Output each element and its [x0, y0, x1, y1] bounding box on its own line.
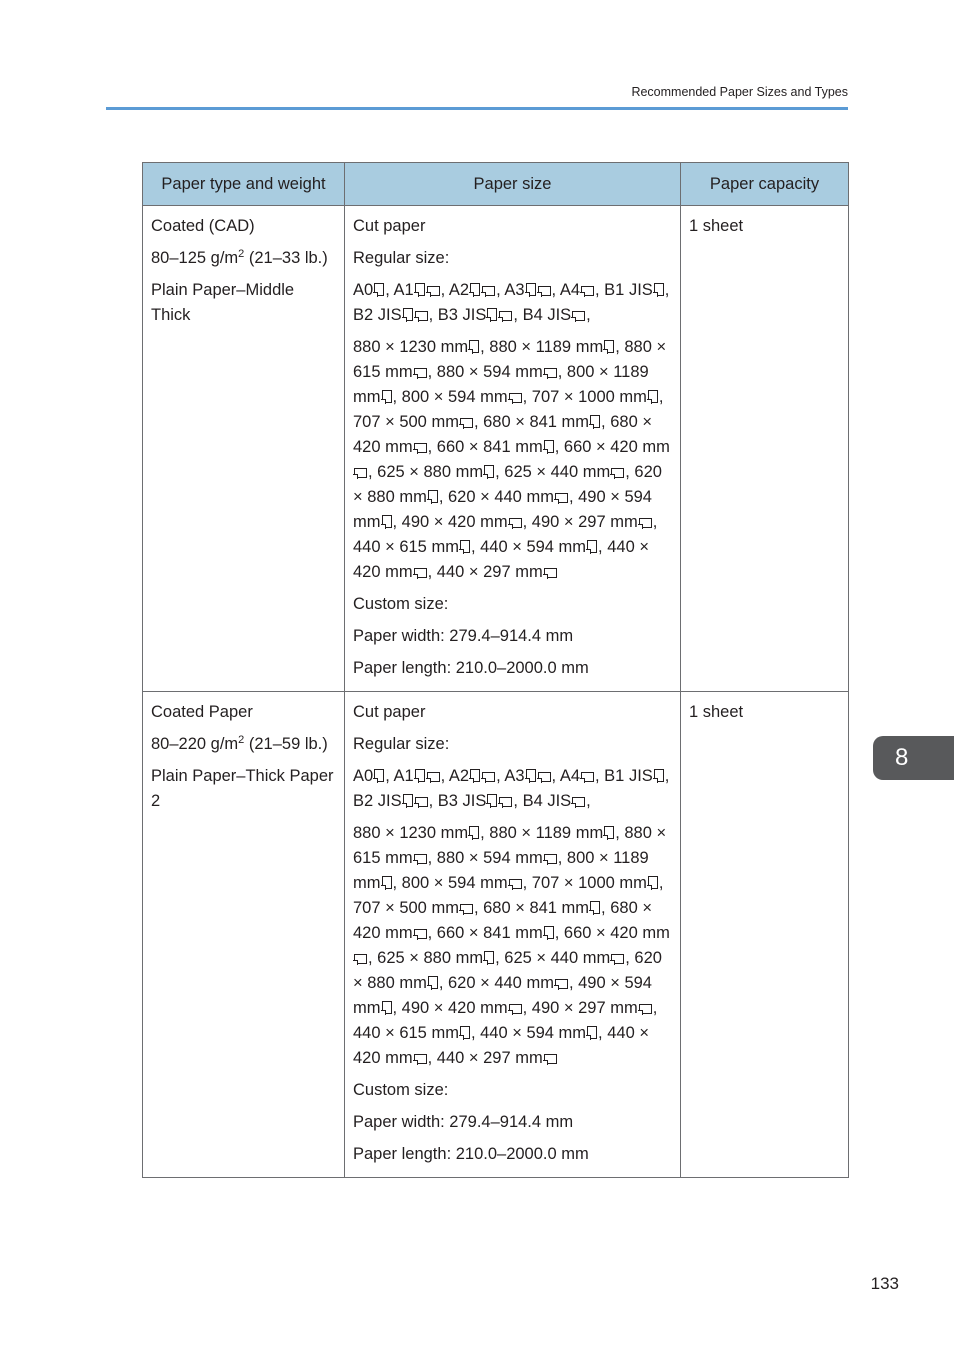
size-label: 440 × 297 mm — [436, 1049, 543, 1067]
size-label: A0 — [353, 281, 374, 299]
custom-size-label: Custom size: — [353, 1081, 449, 1099]
size-kind: Cut paper — [353, 703, 426, 721]
paper-capacity: 1 sheet — [689, 703, 744, 721]
size-label: B1 JIS — [604, 281, 653, 299]
column-header: Paper capacity — [681, 163, 849, 206]
portrait-orientation-icon — [469, 826, 479, 839]
size-label: 800 × 1189 mm — [353, 849, 649, 892]
landscape-orientation-icon — [415, 311, 428, 321]
page-number: 133 — [870, 1274, 899, 1293]
landscape-orientation-icon — [555, 979, 568, 989]
portrait-orientation-icon — [484, 465, 494, 478]
column-header: Paper type and weight — [143, 163, 345, 206]
portrait-orientation-icon — [484, 951, 494, 964]
portrait-orientation-icon — [648, 876, 658, 889]
size-label: 440 × 297 mm — [436, 563, 543, 581]
standard-sizes: A0 , A1 , A2 , A3 , A4 , B1 JIS , B2 JIS , B3 JIS , B4 JIS , — [353, 281, 670, 324]
landscape-orientation-icon — [544, 1054, 557, 1064]
landscape-orientation-icon — [544, 568, 557, 578]
landscape-orientation-icon — [414, 929, 427, 939]
size-label: 490 × 297 mm — [531, 999, 638, 1017]
paper-type-name: Coated (CAD) — [151, 217, 255, 235]
portrait-orientation-icon — [590, 415, 600, 428]
landscape-orientation-icon — [544, 368, 557, 378]
metric-sizes: 880 × 1230 mm , 880 × 1189 mm , 880 × 615 mm , 880 × 594 mm , 800 × 1189 mm , 800 × 594 mm , 707 × 1000 mm , 707 × 500 mm , 680 × 841 mm , 680 × 420 mm , 660 × 841 mm , 660 × 420 mm, 625 × 880 mm , 625 × 440 mm , 620 × 880 mm , 620 × 440 mm , 490 × 594 mm , 490 × 420 mm , 490 × 297 mm , 440 × 615 mm , 440 × 594 mm , 440 × 420 mm , 440 × 297 mm — [353, 824, 670, 1067]
size-label: B4 JIS — [522, 306, 572, 324]
landscape-orientation-icon — [509, 879, 522, 889]
landscape-orientation-icon — [354, 468, 367, 478]
landscape-orientation-icon — [611, 468, 624, 478]
portrait-orientation-icon — [470, 283, 480, 296]
paper-capacity-cell — [681, 692, 849, 1178]
size-label: 707 × 1000 mm — [531, 874, 647, 892]
paper-table — [142, 162, 849, 1178]
paper-width: Paper width: 279.4–914.4 mm — [353, 627, 574, 645]
regular-size-label: Regular size: — [353, 249, 450, 267]
portrait-orientation-icon — [403, 308, 413, 321]
landscape-orientation-icon — [499, 311, 512, 321]
table-row — [143, 692, 849, 1178]
portrait-orientation-icon — [382, 1001, 392, 1014]
size-label: A0 — [353, 767, 374, 785]
custom-size-label: Custom size: — [353, 595, 449, 613]
landscape-orientation-icon — [414, 1054, 427, 1064]
landscape-orientation-icon — [499, 797, 512, 807]
landscape-orientation-icon — [460, 418, 473, 428]
paper-weight: 80–220 $g/m^2$ (21–59 lb.) — [151, 734, 328, 753]
paper-size-cell — [345, 692, 681, 1178]
portrait-orientation-icon — [374, 283, 384, 296]
portrait-orientation-icon — [428, 490, 438, 503]
landscape-orientation-icon — [414, 443, 427, 453]
size-label: 490 × 420 mm — [401, 999, 508, 1017]
size-label: A2 — [448, 281, 470, 299]
size-label: 620 × 440 mm — [448, 488, 554, 506]
size-label: 625 × 880 mm — [377, 463, 484, 481]
landscape-orientation-icon — [581, 286, 594, 296]
portrait-orientation-icon — [544, 926, 554, 939]
size-label: 660 × 841 mm — [436, 924, 543, 942]
portrait-orientation-icon — [415, 283, 425, 296]
paper-capacity: 1 sheet — [689, 217, 744, 235]
portrait-orientation-icon — [460, 540, 470, 553]
portrait-orientation-icon — [469, 340, 479, 353]
size-label: 490 × 594 mm — [353, 488, 652, 531]
size-label: 490 × 420 mm — [401, 513, 508, 531]
size-label: 440 × 420 mm — [353, 1024, 649, 1067]
portrait-orientation-icon — [374, 769, 384, 782]
running-header: Recommended Paper Sizes and Types — [631, 85, 848, 99]
portrait-orientation-icon — [526, 769, 536, 782]
landscape-orientation-icon — [427, 772, 440, 782]
landscape-orientation-icon — [509, 393, 522, 403]
landscape-orientation-icon — [460, 904, 473, 914]
size-label: 880 × 594 mm — [436, 849, 543, 867]
paper-type-cell — [143, 692, 345, 1178]
portrait-orientation-icon — [487, 794, 497, 807]
size-label: B3 JIS — [437, 792, 487, 810]
size-label: 625 × 440 mm — [504, 463, 611, 481]
portrait-orientation-icon — [648, 390, 658, 403]
size-label: B1 JIS — [604, 767, 653, 785]
size-kind: Cut paper — [353, 217, 426, 235]
landscape-orientation-icon — [482, 286, 495, 296]
landscape-orientation-icon — [538, 772, 551, 782]
landscape-orientation-icon — [572, 311, 585, 321]
size-label: 880 × 615 mm — [353, 338, 667, 381]
portrait-orientation-icon — [428, 976, 438, 989]
size-label: 680 × 420 mm — [353, 899, 652, 942]
landscape-orientation-icon — [509, 518, 522, 528]
landscape-orientation-icon — [555, 493, 568, 503]
size-label: 660 × 420 mm — [563, 438, 670, 456]
size-label: 680 × 420 mm — [353, 413, 652, 456]
portrait-orientation-icon — [604, 340, 614, 353]
size-label: 680 × 841 mm — [483, 899, 590, 917]
landscape-orientation-icon — [414, 368, 427, 378]
landscape-orientation-icon — [414, 854, 427, 864]
landscape-orientation-icon — [415, 797, 428, 807]
landscape-orientation-icon — [482, 772, 495, 782]
landscape-orientation-icon — [509, 1004, 522, 1014]
landscape-orientation-icon — [427, 286, 440, 296]
size-label: 620 × 880 mm — [353, 463, 662, 506]
size-label: 707 × 500 mm — [353, 413, 459, 431]
size-label: 800 × 594 mm — [401, 874, 508, 892]
size-label: A4 — [559, 767, 580, 785]
landscape-orientation-icon — [354, 954, 367, 964]
table-header-row — [143, 163, 849, 206]
size-label: 880 × 1230 mm — [353, 824, 469, 842]
paper-type-cell — [143, 206, 345, 692]
paper-type-name: Coated Paper — [151, 703, 253, 721]
size-label: B4 JIS — [522, 792, 572, 810]
regular-size-label: Regular size: — [353, 735, 450, 753]
size-label: 880 × 1189 mm — [489, 338, 604, 356]
portrait-orientation-icon — [382, 515, 392, 528]
landscape-orientation-icon — [581, 772, 594, 782]
size-label: 680 × 841 mm — [483, 413, 590, 431]
size-label: 707 × 1000 mm — [531, 388, 647, 406]
paper-size-cell — [345, 206, 681, 692]
size-label: 620 × 880 mm — [353, 949, 662, 992]
portrait-orientation-icon — [487, 308, 497, 321]
portrait-orientation-icon — [470, 769, 480, 782]
paper-weight: 80–125 $g/m^2$ (21–33 lb.) — [151, 248, 328, 267]
portrait-orientation-icon — [382, 390, 392, 403]
landscape-orientation-icon — [544, 854, 557, 864]
landscape-orientation-icon — [639, 518, 652, 528]
paper-type-note: Plain Paper–Thick Paper 2 — [151, 767, 334, 810]
table-row — [143, 206, 849, 692]
size-label: 440 × 594 mm — [480, 538, 587, 556]
size-label: 625 × 440 mm — [504, 949, 611, 967]
portrait-orientation-icon — [382, 876, 392, 889]
size-label: A1 — [393, 281, 414, 299]
size-label: 880 × 1189 mm — [489, 824, 604, 842]
paper-capacity-cell — [681, 206, 849, 692]
paper-width: Paper width: 279.4–914.4 mm — [353, 1113, 574, 1131]
size-label: 620 × 440 mm — [448, 974, 554, 992]
size-label: 800 × 1189 mm — [353, 363, 649, 406]
column-header: Paper size — [345, 163, 681, 206]
landscape-orientation-icon — [611, 954, 624, 964]
landscape-orientation-icon — [572, 797, 585, 807]
landscape-orientation-icon — [639, 1004, 652, 1014]
size-label: A3 — [504, 281, 525, 299]
landscape-orientation-icon — [414, 568, 427, 578]
size-label: B3 JIS — [437, 306, 487, 324]
size-label: 707 × 500 mm — [353, 899, 459, 917]
size-label: 880 × 615 mm — [353, 824, 667, 867]
size-label: 440 × 420 mm — [353, 538, 649, 581]
size-label: 625 × 880 mm — [377, 949, 484, 967]
size-label: A1 — [393, 767, 414, 785]
portrait-orientation-icon — [460, 1026, 470, 1039]
portrait-orientation-icon — [415, 769, 425, 782]
size-label: 440 × 615 mm — [353, 1024, 459, 1042]
size-label: A3 — [504, 767, 525, 785]
size-label: 880 × 594 mm — [436, 363, 543, 381]
portrait-orientation-icon — [590, 901, 600, 914]
portrait-orientation-icon — [654, 283, 664, 296]
size-label: 440 × 594 mm — [480, 1024, 587, 1042]
size-label: B2 JIS — [353, 792, 402, 810]
landscape-orientation-icon — [538, 286, 551, 296]
size-label: 490 × 297 mm — [531, 513, 638, 531]
portrait-orientation-icon — [403, 794, 413, 807]
size-label: B2 JIS — [353, 306, 402, 324]
size-label: 660 × 841 mm — [436, 438, 543, 456]
portrait-orientation-icon — [654, 769, 664, 782]
portrait-orientation-icon — [526, 283, 536, 296]
portrait-orientation-icon — [587, 540, 597, 553]
standard-sizes: A0 , A1 , A2 , A3 , A4 , B1 JIS , B2 JIS , B3 JIS , B4 JIS , — [353, 767, 670, 810]
size-label: A2 — [448, 767, 470, 785]
portrait-orientation-icon — [587, 1026, 597, 1039]
paper-length: Paper length: 210.0–2000.0 mm — [353, 659, 589, 677]
portrait-orientation-icon — [544, 440, 554, 453]
size-label: 490 × 594 mm — [353, 974, 652, 1017]
paper-type-note: Plain Paper–Middle Thick — [151, 281, 295, 324]
size-label: 880 × 1230 mm — [353, 338, 469, 356]
chapter-tab: 8 — [873, 736, 954, 780]
size-label: A4 — [559, 281, 580, 299]
size-label: 660 × 420 mm — [563, 924, 670, 942]
portrait-orientation-icon — [604, 826, 614, 839]
size-label: 800 × 594 mm — [401, 388, 508, 406]
header-rule — [106, 107, 848, 110]
metric-sizes: 880 × 1230 mm , 880 × 1189 mm , 880 × 615 mm , 880 × 594 mm , 800 × 1189 mm , 800 × 594 mm , 707 × 1000 mm , 707 × 500 mm , 680 × 841 mm , 680 × 420 mm , 660 × 841 mm , 660 × 420 mm, 625 × 880 mm , 625 × 440 mm , 620 × 880 mm , 620 × 440 mm , 490 × 594 mm , 490 × 420 mm , 490 × 297 mm , 440 × 615 mm , 440 × 594 mm , 440 × 420 mm , 440 × 297 mm — [353, 338, 670, 581]
size-label: 440 × 615 mm — [353, 538, 459, 556]
paper-length: Paper length: 210.0–2000.0 mm — [353, 1145, 589, 1163]
